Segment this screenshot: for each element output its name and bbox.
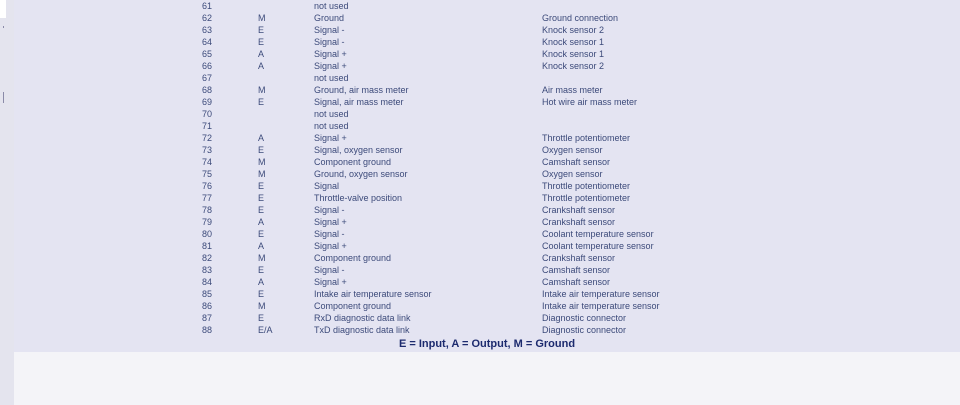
pin-function: Signal - [314,265,345,275]
pin-function: Intake air temperature sensor [314,289,432,299]
signal-type: E [258,289,265,299]
pin-function: Component ground [314,157,392,167]
signal-type: M [258,301,266,311]
table-row [14,204,960,216]
pin-function: not used [314,109,349,119]
table-row [14,120,960,132]
table-row [14,288,960,300]
table-row [14,84,960,96]
gutter-tab [0,0,6,18]
table-row [14,240,960,252]
table-row [14,192,960,204]
signal-type: E [258,145,265,155]
pin-number: 72 [202,133,213,143]
pin-number: 83 [202,265,213,275]
signal-type: E [258,205,265,215]
signal-type: E/A [258,325,273,335]
pin-number: 64 [202,37,213,47]
pin-function: not used [314,73,349,83]
pin-number: 69 [202,97,213,107]
pin-number: 78 [202,205,213,215]
pin-function: Ground, oxygen sensor [314,169,408,179]
pin-function: Signal - [314,25,345,35]
table-row [14,228,960,240]
pin-number: 70 [202,109,213,119]
pin-function: Throttle-valve position [314,193,403,203]
connected-component: Knock sensor 1 [542,49,605,59]
pin-function: Component ground [314,301,392,311]
pin-number: 65 [202,49,213,59]
connected-component: Hot wire air mass meter [542,97,638,107]
signal-type: E [258,265,265,275]
pin-number: 63 [202,25,213,35]
connected-component: Crankshaft sensor [542,253,616,263]
signal-type: M [258,157,266,167]
connected-component: Ground connection [542,13,619,23]
table-row [14,252,960,264]
pin-number: 61 [202,1,213,11]
pin-number: 75 [202,169,213,179]
table-row [14,132,960,144]
footer-panel [14,352,960,405]
pin-number: 76 [202,181,213,191]
connected-component: Intake air temperature sensor [542,289,660,299]
signal-type: E [258,313,265,323]
pin-function: Ground, air mass meter [314,85,409,95]
connected-component: Knock sensor 2 [542,25,605,35]
table-row [14,156,960,168]
pin-number: 71 [202,121,213,131]
connected-component: Diagnostic connector [542,325,627,335]
pin-assignment-table [14,0,960,336]
pin-number: 73 [202,145,213,155]
legend-text: E = Input, A = Output, M = Ground [398,338,576,350]
pin-function: Signal + [314,61,347,71]
connected-component: Knock sensor 2 [542,61,605,71]
signal-type: M [258,85,266,95]
pin-function: Signal + [314,49,347,59]
connected-component: Camshaft sensor [542,157,611,167]
table-row [14,276,960,288]
pin-number: 86 [202,301,213,311]
table-row [14,96,960,108]
connected-component: Coolant temperature sensor [542,229,654,239]
pin-number: 87 [202,313,213,323]
pin-number: 74 [202,157,213,167]
signal-type: A [258,49,265,59]
signal-type: A [258,241,265,251]
pin-number: 77 [202,193,213,203]
table-row [14,60,960,72]
connected-component: Oxygen sensor [542,169,603,179]
connected-component: Crankshaft sensor [542,217,616,227]
table-row [14,108,960,120]
connected-component: Coolant temperature sensor [542,241,654,251]
table-row [14,168,960,180]
table-row [14,300,960,312]
pin-number: 79 [202,217,213,227]
signal-type: E [258,37,265,47]
pin-number: 68 [202,85,213,95]
pin-number: 82 [202,253,213,263]
left-gutter [0,0,14,405]
pin-function: Signal, oxygen sensor [314,145,403,155]
pin-number: 85 [202,289,213,299]
pin-number: 80 [202,229,213,239]
table-row [14,324,960,336]
pin-number: 62 [202,13,213,23]
pin-number: 88 [202,325,213,335]
signal-type: M [258,169,266,179]
signal-type: A [258,277,265,287]
connected-component: Air mass meter [542,85,603,95]
pin-function: Signal - [314,37,345,47]
gutter-tick-mark [3,26,4,28]
connected-component: Throttle potentiometer [542,133,631,143]
pin-function: RxD diagnostic data link [314,313,411,323]
pin-function: Ground [314,13,345,23]
pin-number: 67 [202,73,213,83]
signal-type: A [258,61,265,71]
connected-component: Knock sensor 1 [542,37,605,47]
table-row [14,264,960,276]
text-cursor-mark [3,92,4,103]
connected-component: Camshaft sensor [542,277,611,287]
signal-type: E [258,181,265,191]
table-row [14,180,960,192]
connected-component: Crankshaft sensor [542,205,616,215]
table-row [14,216,960,228]
pin-function: Signal + [314,277,347,287]
pin-function: Signal - [314,229,345,239]
signal-type: E [258,193,265,203]
table-row [14,36,960,48]
signal-type: E [258,229,265,239]
pin-number: 66 [202,61,213,71]
signal-type: A [258,133,265,143]
pin-function: not used [314,1,349,11]
table-row [14,48,960,60]
pin-function: Signal + [314,241,347,251]
pin-function: Signal - [314,205,345,215]
pin-function: Component ground [314,253,392,263]
pin-function: Signal, air mass meter [314,97,404,107]
connected-component: Throttle potentiometer [542,181,631,191]
signal-type: A [258,217,265,227]
connected-component: Oxygen sensor [542,145,603,155]
signal-type: M [258,13,266,23]
pin-function: not used [314,121,349,131]
pin-number: 84 [202,277,213,287]
table-row [14,72,960,84]
connected-component: Intake air temperature sensor [542,301,660,311]
pin-function: TxD diagnostic data link [314,325,410,335]
table-row [14,144,960,156]
table-row [14,24,960,36]
table-row [14,12,960,24]
signal-type: E [258,25,265,35]
connected-component: Camshaft sensor [542,265,611,275]
pin-number: 81 [202,241,213,251]
pin-assignment-panel [14,0,960,352]
connected-component: Diagnostic connector [542,313,627,323]
pin-function: Signal + [314,133,347,143]
signal-type: M [258,253,266,263]
pin-function: Signal [314,181,340,191]
signal-type: E [258,97,265,107]
connected-component: Throttle potentiometer [542,193,631,203]
table-row [14,0,960,12]
pin-function: Signal + [314,217,347,227]
table-row [14,312,960,324]
